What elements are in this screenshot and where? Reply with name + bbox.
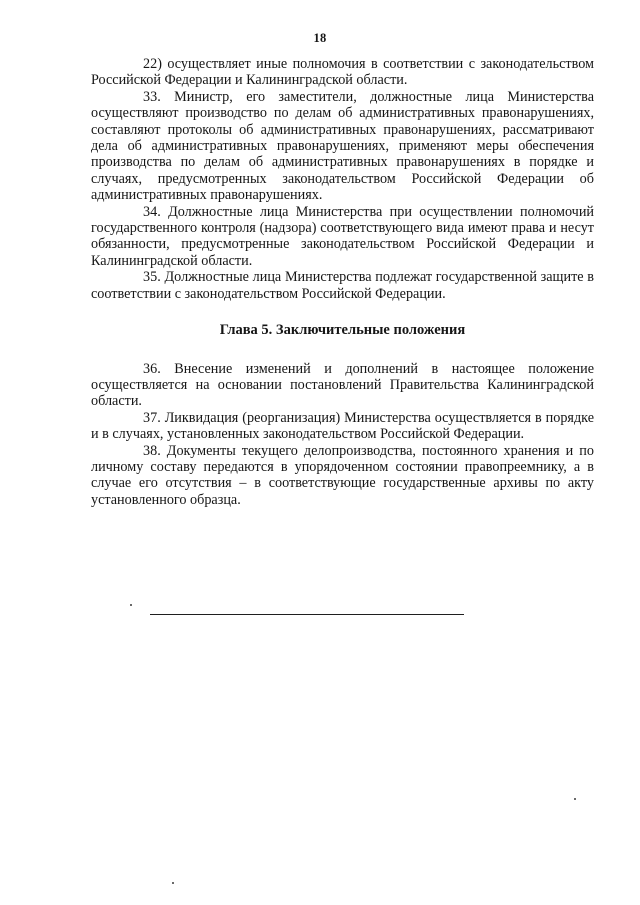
clause-text: Должностные лица Министерства при осуществлении полномочий государственного контроля (надзора) соответствующего вида имеют права и несут обязанности, предусмотренные законодательством Российской Федерации и Калининградской области.	[91, 203, 595, 269]
clause-text: Документы текущего делопроизводства, постоянного хранения и по личному составу передаются в упорядоченном состоянии правопреемнику, а в случае его отсутствия – в соответствующие государственные архивы по акту установленного образца.	[91, 442, 594, 508]
clause-text: Ликвидация (реорганизация) Министерства осуществляется в порядке и в случаях, установленных законодательством Российской Федерации.	[91, 409, 594, 443]
scan-speck	[130, 604, 132, 606]
clause-35	[91, 269, 594, 302]
clause-33	[91, 89, 594, 204]
scan-speck	[574, 798, 576, 800]
scan-speck	[172, 882, 174, 884]
clause-34	[91, 204, 594, 270]
document-body	[91, 56, 594, 508]
clause-38	[91, 443, 594, 509]
clause-text: Министр, его заместители, должностные лица Министерства осуществляют производство по делам об административных правонарушениях, составляют протоколы об административных правонарушениях, рассматривают дела об административных правонарушениях, применяют меры обеспечения производства по делам об административных правонарушениях в порядке и случаях, предусмотренных законодательством Российской Федерации об административных правонарушениях.	[91, 88, 594, 204]
clause-text: осуществляет иные полномочия в соответствии с законодательством Российской Федерации и Калининградской области.	[91, 56, 594, 89]
clause-number: 38.	[143, 442, 161, 459]
closing-rule	[150, 614, 464, 615]
clause-22	[91, 56, 594, 89]
chapter-heading: Глава 5. Заключительные положения	[219, 322, 466, 339]
clause-37	[91, 410, 594, 443]
clause-number: 35.	[143, 269, 161, 286]
clause-number: 36.	[143, 360, 161, 377]
page-number: 18	[313, 31, 327, 45]
clause-number: 34.	[143, 203, 161, 220]
clause-text: Внесение изменений и дополнений в настоящее положение осуществляется на основании постановлений Правительства Калининградской области.	[91, 360, 595, 410]
clause-number: 33.	[143, 88, 161, 105]
clause-36	[91, 361, 594, 410]
clause-text: Должностные лица Министерства подлежат государственной защите в соответствии с законодательством Российской Федерации.	[91, 269, 595, 302]
clause-number: 37.	[143, 409, 161, 426]
clause-number: 22)	[143, 56, 162, 72]
